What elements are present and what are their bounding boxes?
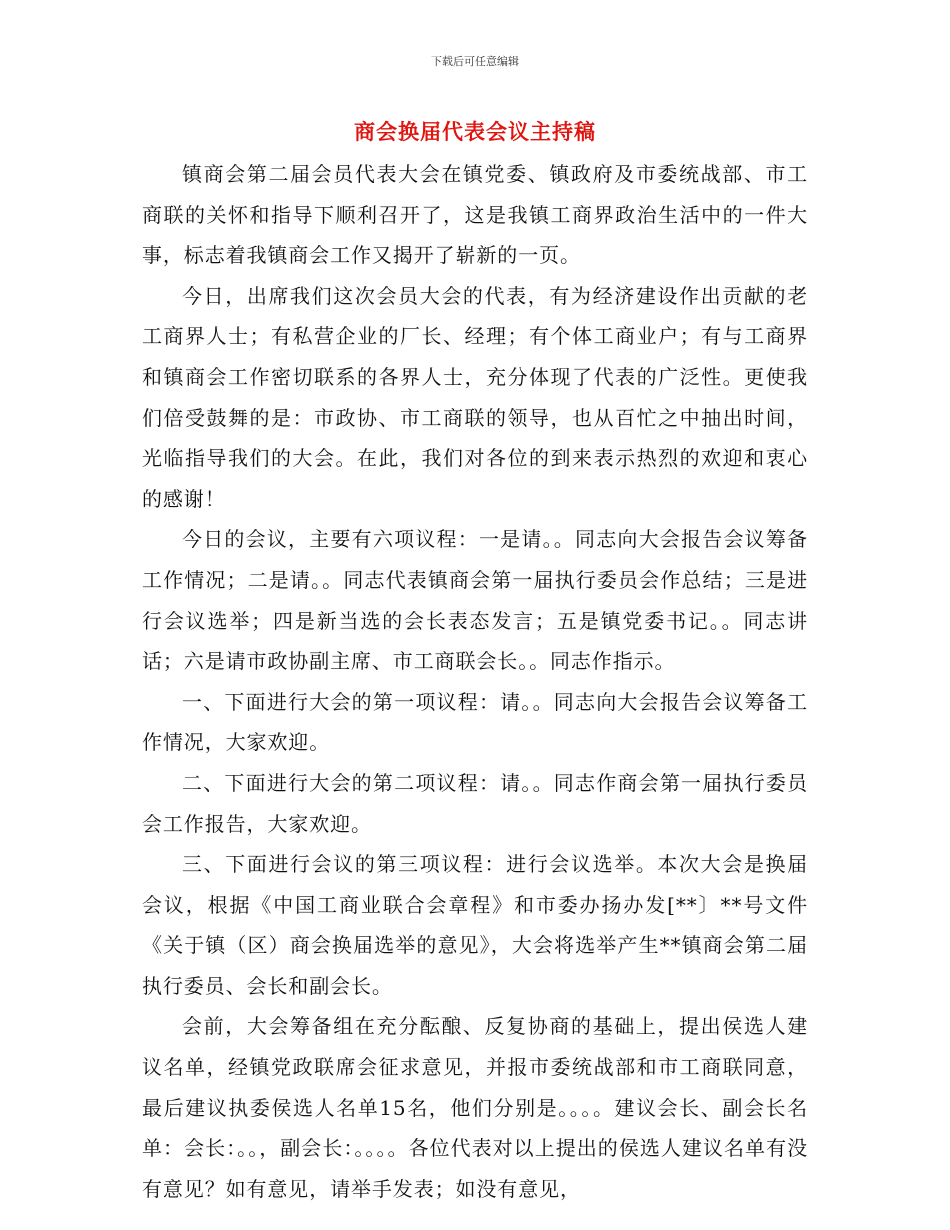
document-body [142, 154, 808, 1209]
paragraph-6: 三、下面进行会议的第三项议程：进行会议选举。本次大会是换届会议，根据《中国工商业联合会章程》和市委办扬办发[**〕**号文件《关于镇（区）商会换届选举的意见》，大会将选举产生**镇商会第二届执行委员、会长和副会长。 [142, 852, 808, 998]
page-header-note: 下载后可任意编辑 [431, 55, 519, 68]
paragraph-2: 今日，出席我们这次会员大会的代表，有为经济建设作出贡献的老工商界人士；有私营企业的厂长、经理；有个体工商业户；有与工商界和镇商会工作密切联系的各界人士，充分体现了代表的广泛性。更使我们倍受鼓舞的是：市政协、市工商联的领导，也从百忙之中抽出时间，光临指导我们的大会。在此，我们对各位的到来表示热烈的欢迎和衷心的感谢！ [142, 283, 808, 511]
paragraph-5: 二、下面进行大会的第二项议程：请。。同志作商会第一届执行委员会工作报告，大家欢迎。 [142, 770, 808, 836]
paragraph-7: 会前，大会筹备组在充分酝酿、反复协商的基础上，提出侯选人建议名单，经镇党政联席会征求意见，并报市委统战部和市工商联同意，最后建议执委侯选人名单15名，他们分别是。。。。建议会长、副会长名单：会长：。。，副会长：。。。。各位代表对以上提出的侯选人建议名单有没有意见？如有意见，请举手发表；如没有意见， [142, 1014, 808, 1201]
paragraph-1: 镇商会第二届会员代表大会在镇党委、镇政府及市委统战部、市工商联的关怀和指导下顺利召开了，这是我镇工商界政治生活中的一件大事，标志着我镇商会工作又揭开了崭新的一页。 [142, 162, 808, 268]
paragraph-3: 今日的会议，主要有六项议程：一是请。。同志向大会报告会议筹备工作情况；二是请。。同志代表镇商会第一届执行委员会作总结；三是进行会议选举；四是新当选的会长表态发言；五是镇党委书记。。同志讲话；六是请市政协副主席、市工商联会长。。同志作指示。 [142, 527, 808, 674]
document-title: 商会换届代表会议主持稿 [354, 120, 596, 144]
paragraph-4: 一、下面进行大会的第一项议程：请。。同志向大会报告会议筹备工作情况，大家欢迎。 [142, 689, 808, 755]
